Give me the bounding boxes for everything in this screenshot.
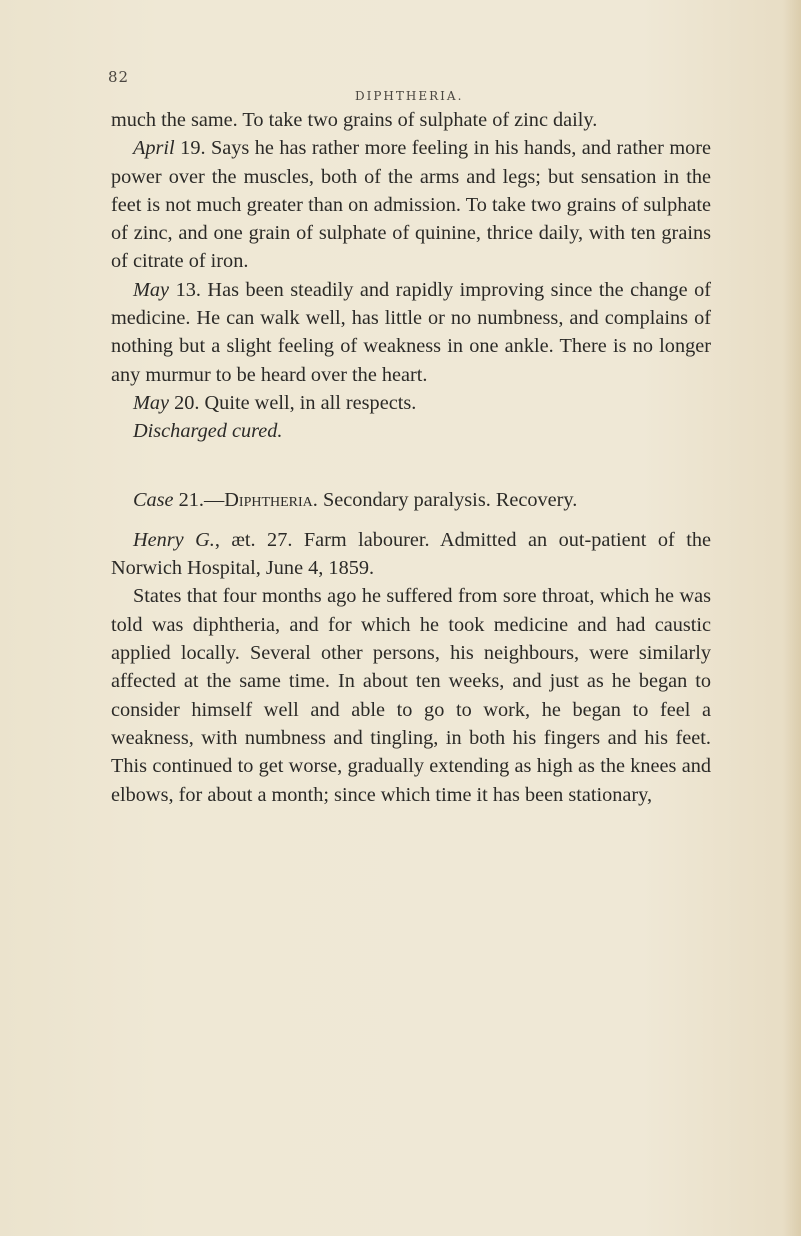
case-disease: Diphtheria.: [224, 488, 318, 511]
case-heading: [111, 486, 711, 514]
case-number: 21.—: [173, 488, 225, 511]
running-title: DIPHTHERIA.: [355, 89, 464, 103]
patient-paragraph: [111, 526, 711, 583]
paragraph-text: 20. Quite well, in all respects.: [169, 391, 417, 414]
date-label: May: [133, 391, 170, 414]
body-text: [111, 106, 711, 809]
date-label: May: [133, 278, 170, 301]
discharged-text: Discharged cured.: [133, 420, 283, 443]
paragraph-text: 13. Has been steadily and rapidly improving since the change of medicine. He can walk well, has little or no numbness, and complains of nothing but a slight feeling of weakness in one ankle. There is no longer any murmur to be heard over the heart.: [111, 278, 711, 386]
case-description: Secondary paralysis. Recovery.: [317, 488, 578, 511]
patient-name: Henry G.: [133, 528, 215, 551]
discharged-note: [111, 417, 711, 445]
case-label: Case: [133, 488, 174, 511]
history-paragraph: States that four months ago he suffered from sore throat, which he was told was diphtheria, and for which he took medicine and had caustic applied locally. Several other persons, his neighbours, were similarly affected at the same time. In about ten weeks, and just as he began to consider himself well and able to go to work, he began to feel a weakness, with numbness and tingling, in both his fingers and his feet. This continued to get worse, gradually extending as high as the knees and elbows, for about a month; since which time it has been stationary,: [111, 585, 711, 806]
paragraph-text: 19. Says he has rather more feeling in his hands, and rather more power over the muscles, both of the arms and legs; but sensation in the feet is not much greater than on admission. To take two grains of sulphate of zinc, and one grain of sulphate of quinine, thrice daily, with ten grains of citrate of iron.: [111, 137, 711, 273]
paragraph-april-19: [111, 134, 711, 275]
date-label: April: [133, 137, 175, 160]
paragraph-text: , æt. 27. Farm labourer. Admitted an out-patient of the Norwich Hospital, June 4, 1859.: [111, 528, 711, 580]
paragraph-may-20: [111, 389, 711, 417]
paragraph-may-13: [111, 276, 711, 389]
paragraph-continuation: much the same. To take two grains of sulphate of zinc daily.: [111, 109, 598, 131]
page-number: 82: [108, 68, 130, 86]
page-edge-shadow: [783, 0, 801, 1236]
